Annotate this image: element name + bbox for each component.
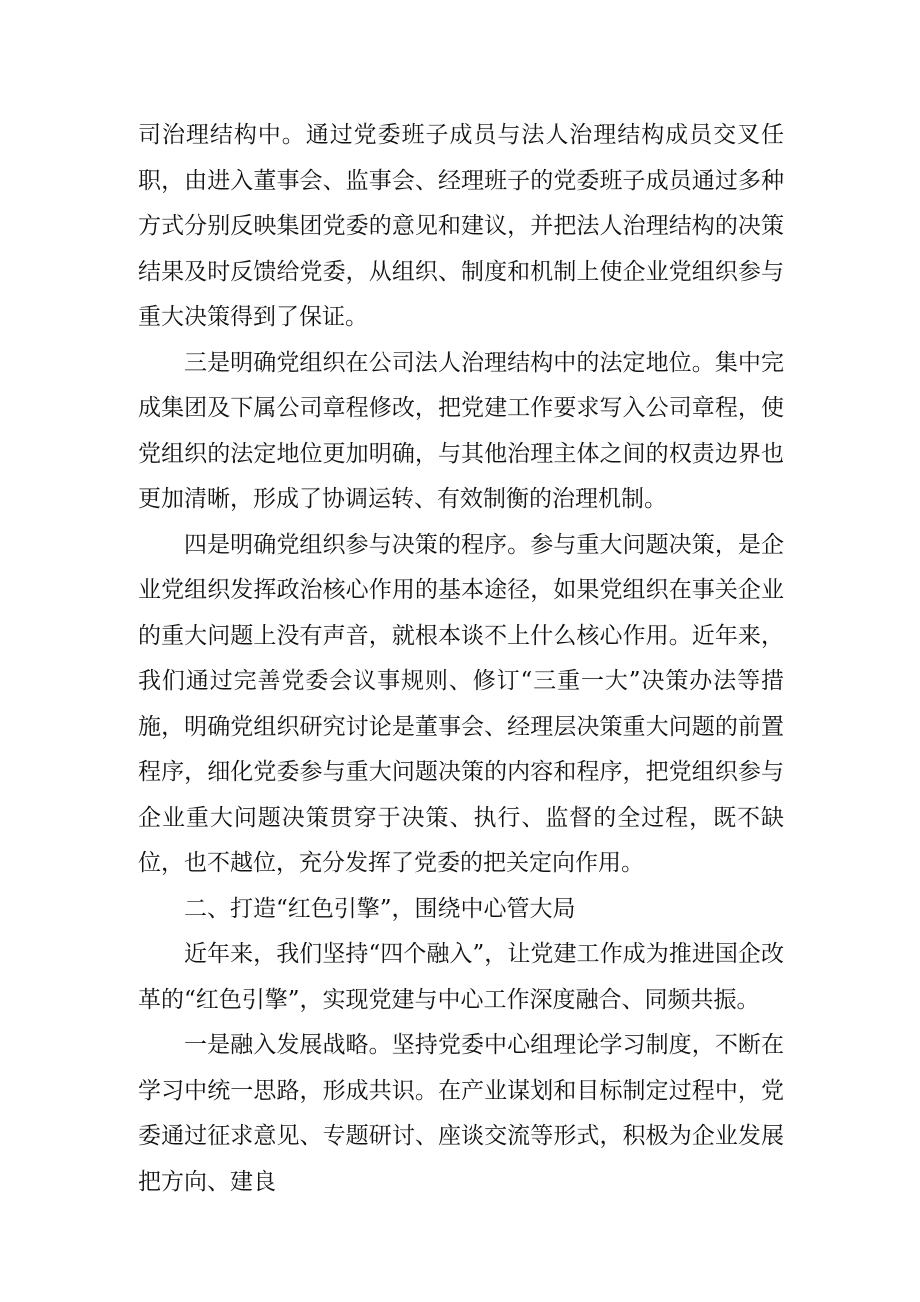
section-heading: 二、打造“红色引擎”，围绕中心管大局 [184, 895, 576, 922]
paragraph-2: 三是明确党组织在公司法人治理结构中的法定地位。集中完成集团及下属公司章程修改，把党建工作要求写入公司章程，使党组织的法定地位更加明确，与其他治理主体之间的权责边界也更加清晰，形成了协调运转、有效制衡的治理机制。 [138, 349, 784, 512]
paragraph-4: 近年来，我们坚持“四个融入”，让党建工作成为推进国企改革的“红色引擎”，实现党建与中心工作深度融合、同频共振。 [138, 941, 784, 1013]
paragraph-3: 四是明确党组织参与决策的程序。参与重大问题决策，是企业党组织发挥政治核心作用的基本途径，如果党组织在事关企业的重大问题上没有声音，就根本谈不上什么核心作用。近年来，我们通过完善党委会议事规则、修订“三重一大”决策办法等措施，明确党组织研究讨论是董事会、经理层决策重大问题的前置程序，细化党委参与重大问题决策的内容和程序，把党组织参与企业重大问题决策贯穿于决策、执行、监督的全过程，既不缺位，也不越位，充分发挥了党委的把关定向作用。 [138, 531, 784, 876]
paragraph-1: 司治理结构中。通过党委班子成员与法人治理结构成员交叉任职，由进入董事会、监事会、经理班子的党委班子成员通过多种方式分别反映集团党委的意见和建议，并把法人治理结构的决策结果及时反馈给党委，从组织、制度和机制上使企业党组织参与重大决策得到了保证。 [138, 122, 784, 330]
paragraph-5: 一是融入发展战略。坚持党委中心组理论学习制度，不断在学习中统一思路，形成共识。在产业谋划和目标制定过程中，党委通过征求意见、专题研讨、座谈交流等形式，积极为企业发展把方向、建良 [138, 1032, 784, 1195]
document-body [138, 113, 784, 1205]
